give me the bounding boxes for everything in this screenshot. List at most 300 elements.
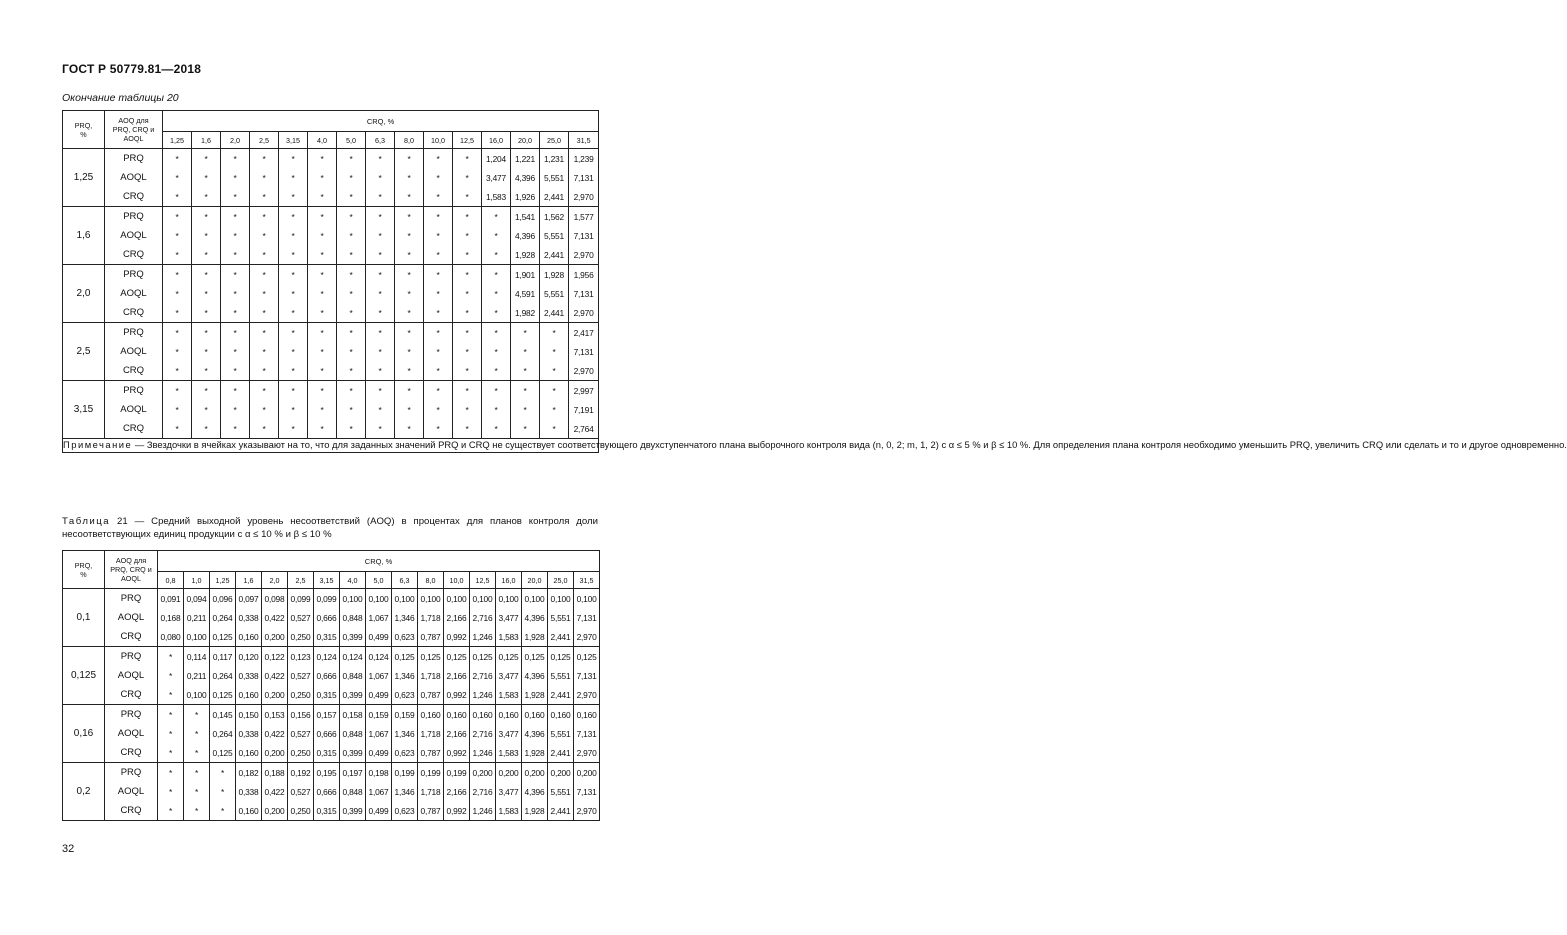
table-row [63, 303, 599, 323]
table-cell: * [366, 342, 395, 361]
table-cell: * [158, 763, 184, 783]
table-cell: * [163, 303, 192, 323]
table-cell: * [337, 303, 366, 323]
table-cell: * [366, 419, 395, 439]
table21-caption-text: 21 — Средний выходной уровень несоответствий (AOQ) в процентах для планов контроля доли несоответствующих единиц продукции с α ≤ 10 % и β ≤ 10 % [62, 516, 598, 540]
table-cell: * [221, 323, 250, 343]
table-cell: * [221, 265, 250, 285]
table-cell: * [424, 303, 453, 323]
crq-level: 20,0 [522, 572, 548, 589]
table-cell: * [482, 303, 511, 323]
row-label: PRQ [105, 265, 163, 285]
prq-value: 2,0 [63, 265, 105, 323]
table-row [63, 265, 599, 285]
table-cell: 2,166 [444, 608, 470, 627]
table-cell: 0,125 [470, 647, 496, 667]
table-cell: * [279, 400, 308, 419]
table-cell: 0,125 [210, 743, 236, 763]
table-cell: * [192, 207, 221, 227]
table-cell: * [158, 724, 184, 743]
table-cell: 0,145 [210, 705, 236, 725]
table-cell: * [482, 226, 511, 245]
table-cell: 0,100 [496, 589, 522, 609]
table-cell: * [163, 381, 192, 401]
table-cell: 0,157 [314, 705, 340, 725]
table-cell: * [250, 342, 279, 361]
table-cell: * [424, 381, 453, 401]
table-cell: 2,441 [548, 627, 574, 647]
table-cell: 0,338 [236, 724, 262, 743]
table-cell: 1,718 [418, 608, 444, 627]
table-cell: 0,527 [288, 782, 314, 801]
table-cell: * [250, 265, 279, 285]
table-cell: * [453, 226, 482, 245]
table-cell: 7,131 [569, 226, 599, 245]
table-cell: * [221, 168, 250, 187]
table-cell: * [221, 303, 250, 323]
table-cell: 0,100 [184, 627, 210, 647]
crq-level: 4,0 [340, 572, 366, 589]
table-cell: 0,120 [236, 647, 262, 667]
table-cell: 2,166 [444, 666, 470, 685]
table-cell: 1,718 [418, 666, 444, 685]
table-cell: * [424, 342, 453, 361]
table-cell: 0,114 [184, 647, 210, 667]
table-cell: 0,200 [262, 627, 288, 647]
table-cell: 0,315 [314, 685, 340, 705]
row-label: AOQL [105, 168, 163, 187]
table-cell: * [221, 419, 250, 439]
table-cell: 2,970 [569, 303, 599, 323]
table-cell: 0,100 [366, 589, 392, 609]
table-cell: 7,131 [574, 666, 600, 685]
table-row [63, 168, 599, 187]
table-cell: 0,156 [288, 705, 314, 725]
table-cell: 0,123 [288, 647, 314, 667]
table-cell: 0,200 [262, 685, 288, 705]
table-cell: 0,623 [392, 801, 418, 821]
table-row [63, 149, 599, 169]
crq-level: 1,25 [210, 572, 236, 589]
table-cell: 7,131 [574, 782, 600, 801]
table-cell: * [453, 400, 482, 419]
table-cell: * [337, 419, 366, 439]
table-cell: 0,160 [496, 705, 522, 725]
table-cell: * [158, 666, 184, 685]
table-cell: 0,623 [392, 743, 418, 763]
row-label: AOQL [105, 400, 163, 419]
table-cell: 0,211 [184, 608, 210, 627]
table-cell: 1,067 [366, 782, 392, 801]
table-cell: 0,160 [236, 743, 262, 763]
table-cell: 0,100 [340, 589, 366, 609]
table-cell: * [395, 323, 424, 343]
table-cell: 0,160 [236, 627, 262, 647]
table-cell: 2,441 [540, 303, 569, 323]
table-cell: 1,346 [392, 782, 418, 801]
table-cell: * [453, 207, 482, 227]
table-cell: 2,166 [444, 724, 470, 743]
table-row [63, 245, 599, 265]
table-cell: 0,422 [262, 724, 288, 743]
table-cell: * [482, 381, 511, 401]
table-cell: 0,199 [392, 763, 418, 783]
crq-level: 4,0 [308, 132, 337, 149]
table-cell: 5,551 [540, 284, 569, 303]
row-label: CRQ [105, 245, 163, 265]
table-cell: 2,970 [574, 801, 600, 821]
table-cell: 0,199 [444, 763, 470, 783]
crq-level: 31,5 [574, 572, 600, 589]
row-label: PRQ [105, 381, 163, 401]
table-cell: 1,583 [496, 801, 522, 821]
table-cell: 1,246 [470, 801, 496, 821]
table-cell: 0,197 [340, 763, 366, 783]
table-cell: 2,970 [569, 245, 599, 265]
table-cell: * [250, 284, 279, 303]
column-header-prq: PRQ, % [63, 551, 105, 589]
table-cell: * [308, 207, 337, 227]
crq-level: 25,0 [540, 132, 569, 149]
table-row [63, 685, 600, 705]
table-cell: * [395, 400, 424, 419]
row-label: AOQL [105, 342, 163, 361]
table-cell: 0,666 [314, 666, 340, 685]
table-cell: 0,091 [158, 589, 184, 609]
table-row [63, 207, 599, 227]
table-cell: * [424, 187, 453, 207]
table-cell: 2,441 [540, 245, 569, 265]
table-cell: * [221, 284, 250, 303]
crq-level: 2,0 [262, 572, 288, 589]
crq-level: 25,0 [548, 572, 574, 589]
table-cell: * [308, 361, 337, 381]
table-cell: * [424, 400, 453, 419]
table-cell: 0,200 [262, 743, 288, 763]
table-cell: * [250, 303, 279, 323]
prq-value: 0,1 [63, 589, 105, 647]
table-row [63, 801, 600, 821]
table-cell: * [163, 323, 192, 343]
note-text: — Звездочки в ячейках указывают на то, что для заданных значений PRQ и CRQ не существует соответствующего двухступенчатого плана выборочного контроля вида (n, 0, 2; m, 1, 2) с α ≤ 5 % и β ≤ 10 %. Для определения плана контроля необходимо уменьшить PRQ, увеличить CRQ или сделать и то и другое одновременно. [132, 439, 1567, 450]
table-cell: * [453, 419, 482, 439]
table-row [63, 589, 600, 609]
table-cell: * [424, 149, 453, 169]
table-cell: * [424, 419, 453, 439]
table-cell: * [158, 647, 184, 667]
table-cell: * [221, 361, 250, 381]
table-cell: 0,124 [340, 647, 366, 667]
table-cell: 4,396 [511, 226, 540, 245]
table-cell: 3,477 [482, 168, 511, 187]
table-cell: 0,160 [418, 705, 444, 725]
table-cell: * [163, 245, 192, 265]
table-cell: 0,499 [366, 627, 392, 647]
table-cell: * [279, 419, 308, 439]
table-cell: * [221, 381, 250, 401]
table-cell: 0,250 [288, 743, 314, 763]
prq-value: 1,6 [63, 207, 105, 265]
table-cell: * [453, 303, 482, 323]
table-cell: * [395, 381, 424, 401]
prq-value: 0,16 [63, 705, 105, 763]
table-cell: 0,097 [236, 589, 262, 609]
table-20 [62, 110, 1567, 453]
table-cell: * [395, 419, 424, 439]
table-cell: 0,499 [366, 801, 392, 821]
table-cell: 0,124 [366, 647, 392, 667]
table-cell: * [453, 245, 482, 265]
table-cell: 0,250 [288, 627, 314, 647]
table-row [63, 284, 599, 303]
table-cell: * [540, 323, 569, 343]
row-label: AOQL [105, 724, 158, 743]
row-label: CRQ [105, 627, 158, 647]
table-cell: 0,100 [522, 589, 548, 609]
table-cell: 0,168 [158, 608, 184, 627]
table-cell: 0,787 [418, 801, 444, 821]
table-cell: 0,264 [210, 666, 236, 685]
table-cell: * [221, 226, 250, 245]
table-cell: * [221, 400, 250, 419]
table-cell: 2,970 [574, 743, 600, 763]
row-label: PRQ [105, 763, 158, 783]
table-cell: 4,396 [522, 666, 548, 685]
table-cell: * [337, 168, 366, 187]
table-cell: 0,160 [236, 685, 262, 705]
table-cell: * [308, 323, 337, 343]
table-cell: * [221, 342, 250, 361]
table-cell: * [158, 705, 184, 725]
table-cell: * [366, 400, 395, 419]
crq-level: 1,0 [184, 572, 210, 589]
table-cell: * [424, 226, 453, 245]
crq-level: 8,0 [395, 132, 424, 149]
table-cell: * [337, 381, 366, 401]
table-cell: 0,099 [288, 589, 314, 609]
table-cell: * [279, 149, 308, 169]
table-cell: 0,422 [262, 666, 288, 685]
table-cell: * [337, 245, 366, 265]
table-cell: * [192, 149, 221, 169]
table-cell: 1,221 [511, 149, 540, 169]
table-cell: * [366, 168, 395, 187]
table21-caption-label: Таблица [62, 516, 111, 527]
table-row [63, 381, 599, 401]
table-cell: 0,499 [366, 743, 392, 763]
table-cell: * [337, 149, 366, 169]
table-cell: 0,100 [470, 589, 496, 609]
table-cell: * [482, 207, 511, 227]
table-cell: * [395, 303, 424, 323]
table-row [63, 705, 600, 725]
table-cell: * [395, 342, 424, 361]
prq-value: 2,5 [63, 323, 105, 381]
table-cell: * [279, 265, 308, 285]
table-cell: * [366, 245, 395, 265]
table-cell: 2,764 [569, 419, 599, 439]
table-cell: 0,250 [288, 685, 314, 705]
table-cell: * [395, 149, 424, 169]
table-cell: * [308, 400, 337, 419]
table-cell: * [192, 303, 221, 323]
table-cell: * [395, 187, 424, 207]
table-row [63, 647, 600, 667]
table-cell: 0,422 [262, 782, 288, 801]
table-cell: 3,477 [496, 608, 522, 627]
table-cell: * [395, 168, 424, 187]
table-cell: * [337, 323, 366, 343]
table-cell: * [308, 187, 337, 207]
table-cell: 0,117 [210, 647, 236, 667]
table-cell: 0,182 [236, 763, 262, 783]
table-cell: 0,315 [314, 801, 340, 821]
crq-level: 16,0 [496, 572, 522, 589]
table-cell: * [192, 381, 221, 401]
crq-level: 12,5 [453, 132, 482, 149]
note-label: Примечание [63, 439, 133, 450]
table-cell: * [482, 284, 511, 303]
table-cell: * [395, 245, 424, 265]
table-cell: 0,125 [418, 647, 444, 667]
table-cell: 7,131 [574, 724, 600, 743]
table-cell: 7,131 [569, 284, 599, 303]
table-cell: 0,153 [262, 705, 288, 725]
table-cell: * [453, 149, 482, 169]
table-cell: * [453, 381, 482, 401]
table-row [63, 361, 599, 381]
table-cell: * [337, 265, 366, 285]
table-cell: * [337, 361, 366, 381]
table-cell: * [210, 763, 236, 783]
table-cell: * [453, 323, 482, 343]
row-label: PRQ [105, 323, 163, 343]
table-cell: 7,131 [569, 342, 599, 361]
table-cell: * [453, 265, 482, 285]
table-cell: 0,992 [444, 743, 470, 763]
table-cell: 1,901 [511, 265, 540, 285]
table-cell: 1,067 [366, 724, 392, 743]
table-cell: 1,346 [392, 666, 418, 685]
table-cell: * [511, 361, 540, 381]
table-cell: 0,158 [340, 705, 366, 725]
table-cell: 0,100 [418, 589, 444, 609]
table-row [63, 763, 600, 783]
crq-level: 1,25 [163, 132, 192, 149]
table-cell: * [163, 168, 192, 187]
table-cell: 1,928 [522, 685, 548, 705]
table-cell: * [395, 226, 424, 245]
table-cell: * [308, 226, 337, 245]
table-cell: * [540, 342, 569, 361]
table-cell: * [221, 187, 250, 207]
column-header-crq: CRQ, % [158, 551, 600, 572]
table-cell: 1,204 [482, 149, 511, 169]
table-cell: * [192, 245, 221, 265]
table-cell: * [279, 342, 308, 361]
table-cell: 1,246 [470, 685, 496, 705]
table-cell: * [453, 342, 482, 361]
table-row [63, 608, 600, 627]
row-label: AOQL [105, 666, 158, 685]
table-cell: * [366, 361, 395, 381]
table-cell: 0,160 [548, 705, 574, 725]
table-cell: 0,160 [522, 705, 548, 725]
table-cell: 0,200 [262, 801, 288, 821]
table-cell: * [366, 284, 395, 303]
table-cell: 1,928 [522, 801, 548, 821]
table-cell: 0,848 [340, 666, 366, 685]
document-header: ГОСТ Р 50779.81—2018 [62, 62, 202, 76]
table-cell: * [424, 323, 453, 343]
table-cell: 0,080 [158, 627, 184, 647]
table-cell: * [279, 245, 308, 265]
table-cell: 0,100 [392, 589, 418, 609]
table-cell: * [250, 361, 279, 381]
table-cell: * [482, 265, 511, 285]
table-cell: 0,399 [340, 685, 366, 705]
table-cell: 2,997 [569, 381, 599, 401]
table-cell: 2,441 [548, 685, 574, 705]
table-note [63, 439, 1567, 453]
table-cell: 0,098 [262, 589, 288, 609]
table-cell: * [482, 342, 511, 361]
table-cell: * [163, 207, 192, 227]
table-cell: 0,094 [184, 589, 210, 609]
table-cell: * [366, 207, 395, 227]
table-cell: 1,067 [366, 666, 392, 685]
crq-level: 1,6 [236, 572, 262, 589]
crq-level: 1,6 [192, 132, 221, 149]
table-row [63, 226, 599, 245]
note-row [63, 439, 599, 453]
table-cell: 0,160 [470, 705, 496, 725]
table-cell: * [158, 743, 184, 763]
table-cell: 5,551 [548, 608, 574, 627]
table-cell: * [424, 168, 453, 187]
table-cell: * [540, 381, 569, 401]
row-label: CRQ [105, 361, 163, 381]
table-cell: 0,122 [262, 647, 288, 667]
table-cell: 1,583 [496, 685, 522, 705]
table-cell: 0,099 [314, 589, 340, 609]
crq-level: 10,0 [424, 132, 453, 149]
table-cell: 1,246 [470, 743, 496, 763]
table-cell: 1,928 [522, 743, 548, 763]
table-cell: * [279, 207, 308, 227]
table-cell: 0,160 [574, 705, 600, 725]
table-cell: 0,399 [340, 627, 366, 647]
table-row [63, 782, 600, 801]
table-cell: * [308, 303, 337, 323]
table-cell: 0,125 [444, 647, 470, 667]
table-cell: 0,100 [548, 589, 574, 609]
table-cell: * [337, 284, 366, 303]
table-cell: * [192, 342, 221, 361]
table-cell: * [337, 187, 366, 207]
table-cell: 0,422 [262, 608, 288, 627]
row-label: CRQ [105, 303, 163, 323]
table-cell: 4,396 [522, 724, 548, 743]
table-cell: * [184, 763, 210, 783]
table-cell: 0,200 [548, 763, 574, 783]
table-cell: 0,399 [340, 801, 366, 821]
table-row [63, 627, 600, 647]
table-cell: 0,338 [236, 666, 262, 685]
table-cell: * [395, 284, 424, 303]
table-cell: * [163, 419, 192, 439]
table-cell: 5,551 [548, 666, 574, 685]
